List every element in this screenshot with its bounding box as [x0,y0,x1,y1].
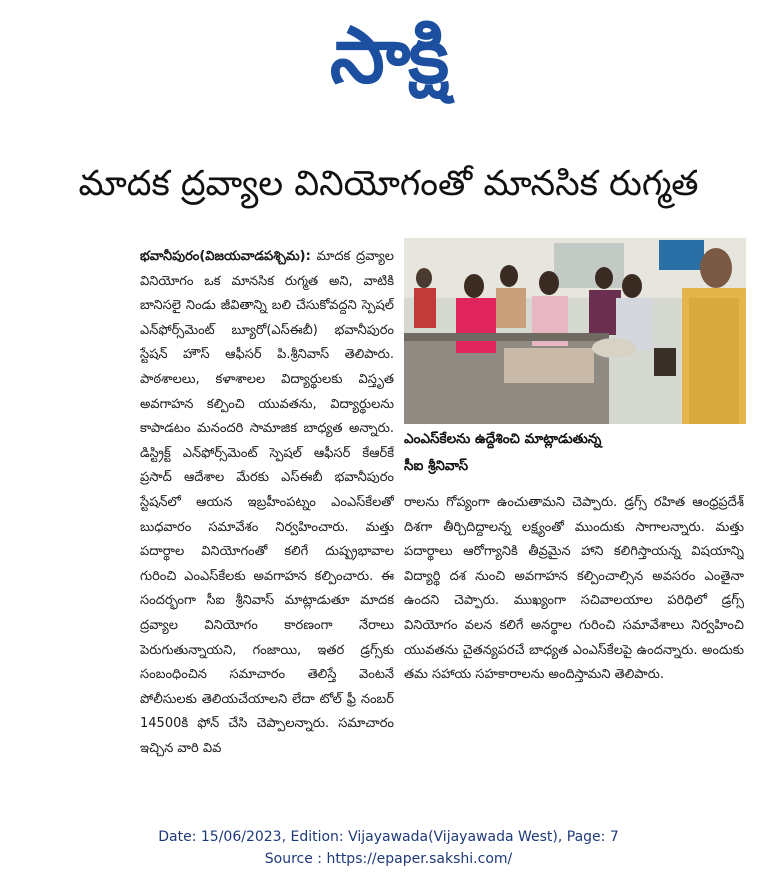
edition-line: Date: 15/06/2023, Edition: Vijayawada(Vijayawada West), Page: 7 [158,829,619,845]
article-left-body: మాదక ద్రవ్యాల వినియోగం ఒక మానసిక రుగ్మత అని, వాటికి బానిసలై నిండు జీవితాన్ని బలి చేసుకోవద్దని స్పెషల్ ఎన్‌ఫోర్స్‌మెంట్ బ్యూరో(ఎస్‌ఈబీ) భవానీపురం స్టేషన్ హౌస్ ఆఫీసర్ పి.శ్రీనివాస్ తెలిపారు. పాఠశాలలు, కళాశాలల విద్యార్థులకు విస్తృత అవగాహన కల్పించి యువతను, విద్యార్థులను కాపాడటం మనందరి సామాజిక బాధ్యత అన్నారు. డిస్ట్రిక్ట్ ఎన్‌ఫోర్స్‌మెంట్ స్పెషల్ ఆఫీసర్ కేఆర్‌కే ప్రసాద్ ఆదేశాల మేరకు ఎస్‌ఈబీ భవానీపురం స్టేషన్‌లో ఆయన ఇబ్రహీంపట్నం ఎంఎస్‌కేలతో బుధవారం సమావేశం నిర్వహించారు. మత్తు పదార్థాల వినియోగంతో కలిగే దుష్ప్రభావాల గురించి ఎంఎస్‌కేలకు అవగాహన కల్పించారు. ఈ సందర్భంగా సీఐ శ్రీనివాస్ మాట్లాడుతూ మాదక ద్రవ్యాల వినియోగం కారణంగా నేరాలు పెరుగుతున్నాయని, గంజాయి, ఇతర డ్రగ్స్‌కు సంబంధించిన సమాచారం తెలిస్తే వెంటనే పోలీసులకు తెలియచేయాలని లేదా టోల్ ఫ్రీ నంబర్ 14500కి ఫోన్ చేసి చెప్పాలన్నారు. సమాచారం ఇచ్చిన వారి వివ [140,249,394,756]
article-photo [404,238,746,424]
article-left-column [140,245,394,805]
article-headline: మాదక ద్రవ్యాల వినియోగంతో మానసిక రుగ్మత [78,164,699,204]
meeting-photo-illustration [404,238,746,424]
article-right-body: రాలను గోప్యంగా ఉంచుతామని చెప్పారు. డ్రగ్స్ రహిత ఆంధ్రప్రదేశ్ దిశగా తీర్చిదిద్దాలన్న లక్ష్యంతో ముందుకు సాగాలన్నారు. మత్తు పదార్థాలు ఆరోగ్యానికి తీవ్రమైన హాని కలిగిస్తాయన్న విషయాన్ని విద్యార్థి దశ నుంచి అవగాహన కల్పించాల్సిన అవసరం ఎంతైనా ఉందని చెప్పారు. ముఖ్యంగా సచివాలయాల పరిధిలో డ్రగ్స్ వినియోగం వలన కలిగే అనర్థాల గురించి సమావేశాలు నిర్వహించి యువతను చైతన్యపరచే బాధ్యత ఎంఎస్‌కేలపై ఉందన్నారు. అందుకు తమ సహాయ సహకారాలను అందిస్తామని తెలిపారు. [404,495,744,683]
photo-caption-line2: సీఐ శ్రీనివాస్ [404,458,469,474]
article-dateline: భవానీపురం(విజయవాడపశ్చిమ): [140,249,311,264]
sakshi-logo: సాక్షి [329,11,448,101]
photo-caption [404,426,744,480]
masthead [0,8,777,104]
source-line: Source : https://epaper.sakshi.com/ [264,851,513,867]
source-footer [0,826,777,870]
photo-caption-line1: ఎంఎస్‌కేలను ఉద్దేశించి మాట్లాడుతున్న [404,431,602,447]
article-right-column [404,491,744,801]
